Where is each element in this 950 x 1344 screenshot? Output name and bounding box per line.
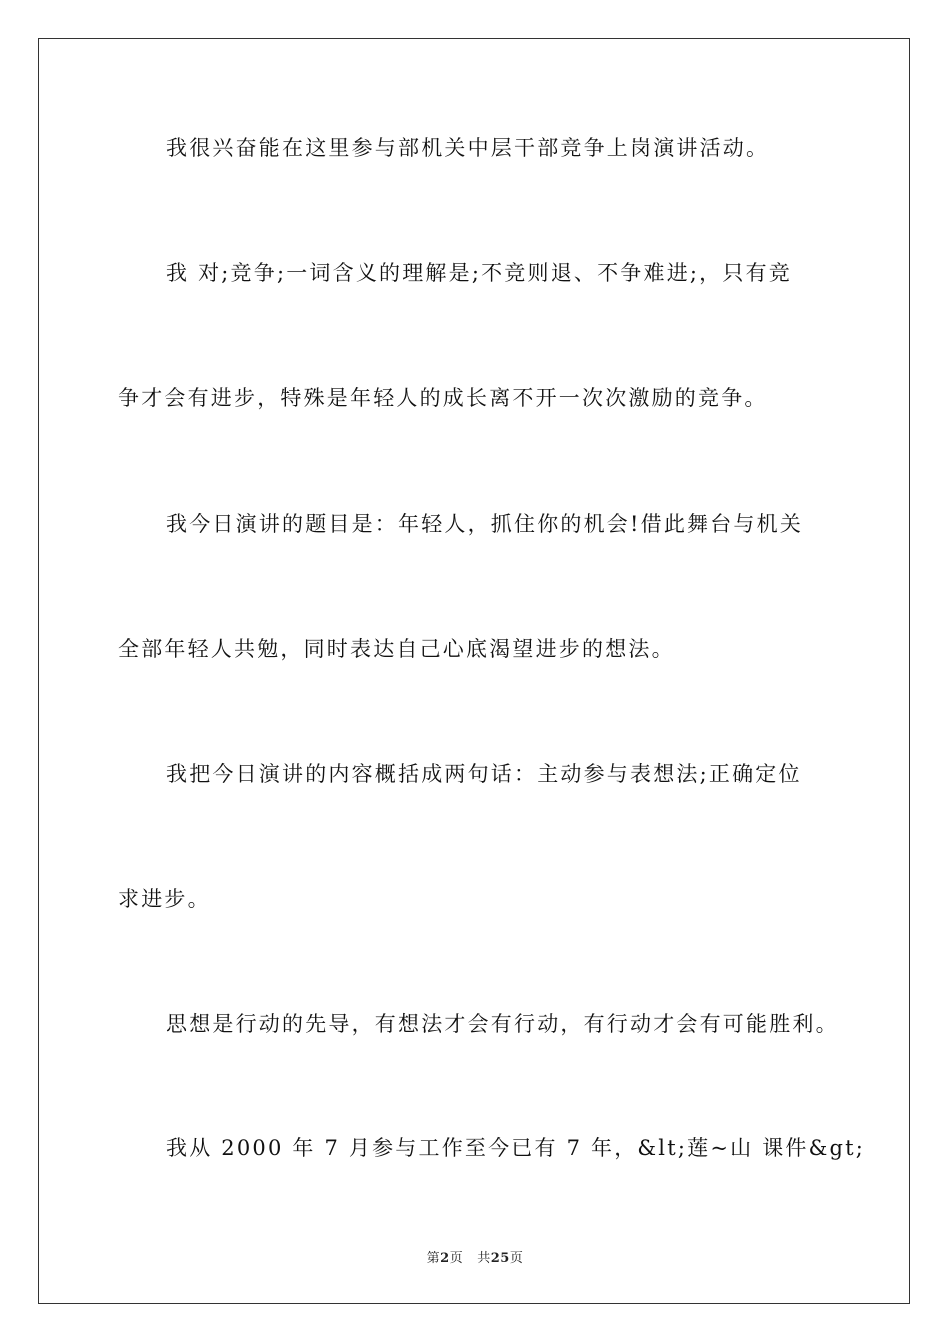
paragraph-line-5: 全部年轻人共勉，同时表达自己心底渴望进步的想法。 — [118, 637, 675, 661]
footer-page-number: 2 — [440, 1251, 450, 1266]
page-border — [38, 38, 910, 1304]
footer-page-suffix: 页 — [449, 1251, 464, 1266]
footer-total-pages: 25 — [490, 1251, 510, 1266]
paragraph-line-7: 求进步。 — [118, 887, 211, 911]
footer-total-suffix: 页 — [509, 1251, 524, 1266]
paragraph-line-2: 我 对;竞争;一词含义的理解是;不竞则退、不争难进;，只有竞 — [166, 261, 792, 285]
footer-total-prefix: 共 — [477, 1251, 491, 1266]
paragraph-line-4: 我今日演讲的题目是：年轻人，抓住你的机会!借此舞台与机关 — [166, 512, 804, 536]
paragraph-line-8: 思想是行动的先导，有想法才会有行动，有行动才会有可能胜利。 — [166, 1012, 839, 1036]
page-footer — [0, 1247, 950, 1266]
paragraph-line-3: 争才会有进步，特殊是年轻人的成长离不开一次次激励的竞争。 — [118, 386, 768, 410]
paragraph-line-1: 我很兴奋能在这里参与部机关中层干部竞争上岗演讲活动。 — [166, 136, 770, 160]
paragraph-line-6: 我把今日演讲的内容概括成两句话：主动参与表想法;正确定位 — [166, 762, 802, 786]
paragraph-line-9: 我从 2000 年 7 月参与工作至今已有 7 年，&lt;莲~山 课件&gt; — [166, 1136, 866, 1160]
footer-page-prefix: 第 — [426, 1251, 441, 1266]
